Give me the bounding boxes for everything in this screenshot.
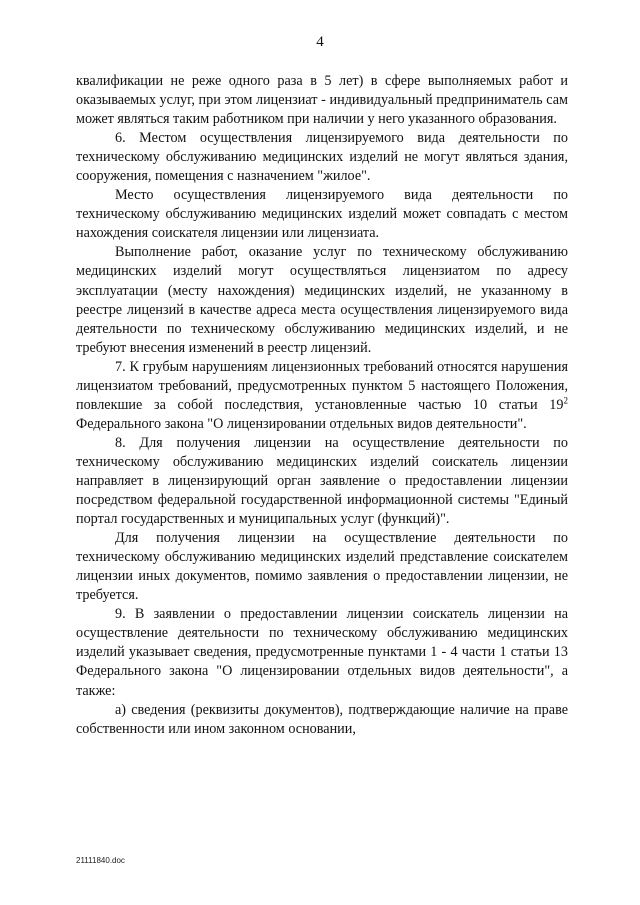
paragraph-7-text-end: Федерального закона "О лицензировании отдельных видов деятельности". xyxy=(76,415,527,432)
footer-filename: 21111840.doc xyxy=(76,856,125,865)
document-body xyxy=(76,72,568,739)
paragraph-7-superscript: 2 xyxy=(563,395,568,406)
paragraph-9: 9. В заявлении о предоставлении лицензии соискатель лицензии на осуществление деятельности по техническому обслуживанию медицинских изделий указывает сведения, предусмотренные пунктами 1 - 4 части 1 статьи 13 Федерального закона "О лицензировании отдельных видов деятельности", а также: xyxy=(76,606,568,699)
paragraph-8: 8. Для получения лицензии на осуществление деятельности по техническому обслуживанию медицинских изделий соискатель лицензии направляет в лицензирующий орган заявление о предоставлении лицензии посредством федеральной государственной информационной системы "Единый портал государственных и муниципальных услуг (функций)". xyxy=(76,434,568,528)
page-number: 4 xyxy=(316,34,324,50)
paragraph-9-item-a: а) сведения (реквизиты документов), подтверждающие наличие на праве собственности или ином законном основании, xyxy=(76,701,568,737)
paragraph-8-documents: Для получения лицензии на осуществление деятельности по техническому обслуживанию медицинских изделий представление соискателем лицензии иных документов, помимо заявления о предоставлении лицензии, не требуется. xyxy=(76,530,568,604)
paragraph-6: 6. Местом осуществления лицензируемого вида деятельности по техническому обслуживанию медицинских изделий не могут являться здания, сооружения, помещения с назначением "жилое". xyxy=(76,130,568,185)
paragraph-6-place: Место осуществления лицензируемого вида деятельности по техническому обслуживанию медицинских изделий может совпадать с местом нахождения соискателя лицензии или лицензиата. xyxy=(76,187,568,242)
paragraph-6-works: Выполнение работ, оказание услуг по техническому обслуживанию медицинских изделий могут осуществляться лицензиатом по адресу эксплуатации (месту нахождения) медицинских изделий, не указанному в реестре лицензий в качестве адреса места осуществления лицензируемого вида деятельности по техническому обслуживанию медицинских изделий, и не требуют внесения изменений в реестр лицензий. xyxy=(76,244,568,356)
paragraph-7 xyxy=(76,358,568,434)
paragraph-7-text: 7. К грубым нарушениям лицензионных требований относятся нарушения лицензиатом требований, предусмотренных пунктом 5 настоящего Положения, повлекшие за собой последствия, установленные частью 10 статьи 19 xyxy=(76,358,568,413)
paragraph-continuation: квалификации не реже одного раза в 5 лет) в сфере выполняемых работ и оказываемых услуг, при этом лицензиат - индивидуальный предприниматель сам может являться таким работником при наличии у него указанного образования. xyxy=(76,73,568,128)
